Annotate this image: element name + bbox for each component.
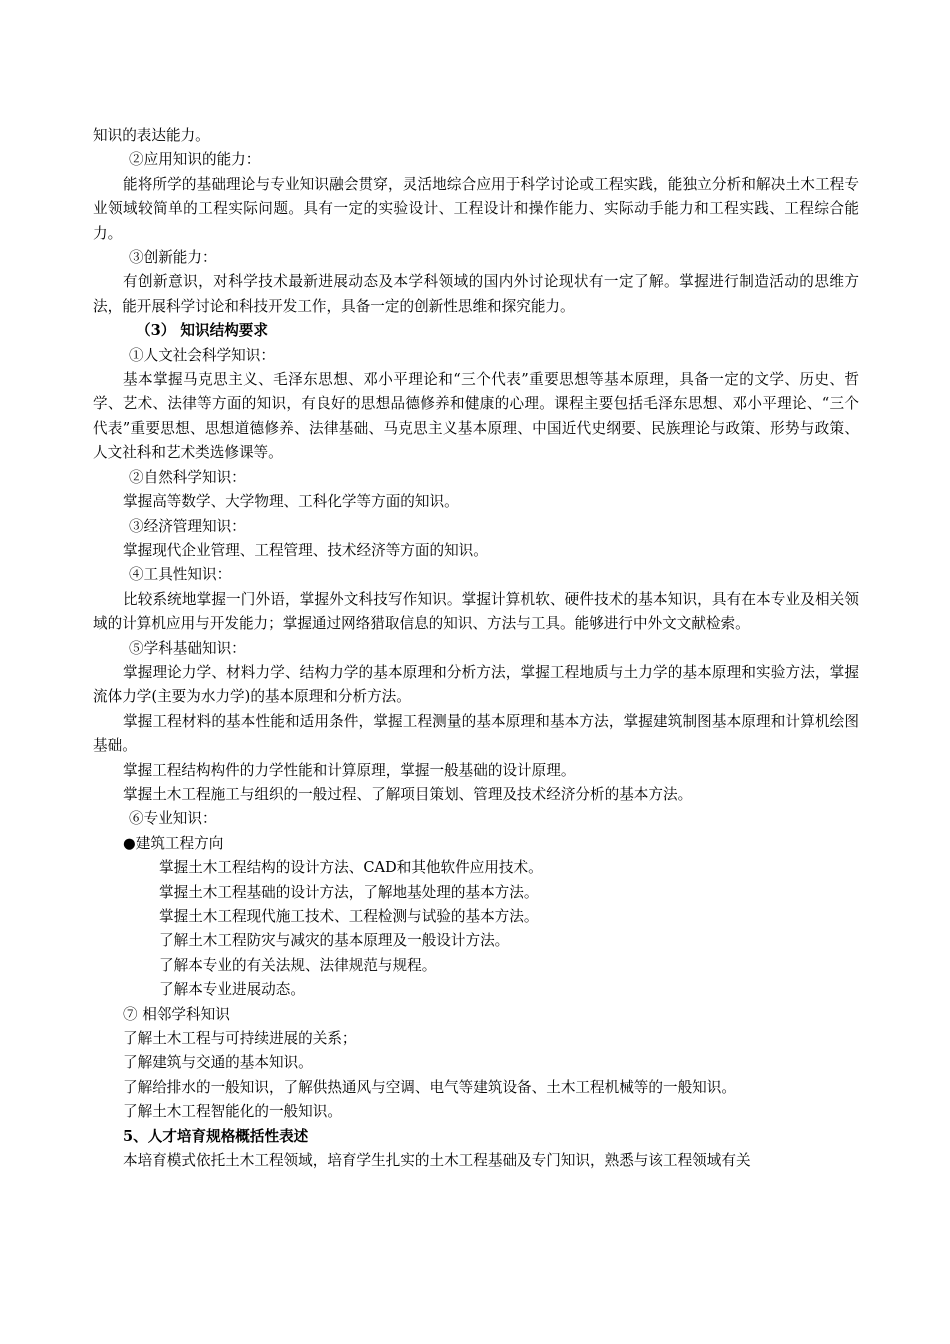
paragraph: 掌握高等数学、大学物理、工科化学等方面的知识。: [123, 493, 459, 511]
subheading-tool-knowledge: ④工具性知识：: [129, 566, 232, 584]
document-body: [93, 124, 859, 1173]
subheading-humanities: ①人文社会科学知识：: [129, 346, 275, 364]
paragraph: 基本掌握马克思主义、毛泽东思想、邓小平理论和“三个代表”重要思想等基本原理，具备一定的文学、历史、哲学、艺术、法律等方面的知识，有良好的思想品德修养和健康的心理。课程主要包括毛泽东思想、邓小平理论、“三个代表”重要思想、思想道德修养、法律基础、马克思主义基本原理、中国近代史纲要、民族理论与政策、形势与政策、人文社科和艺术类选修课等。: [93, 371, 859, 462]
subheading-innovation: ③创新能力：: [129, 249, 217, 267]
list-item: 掌握土木工程基础的设计方法，了解地基处理的基本方法。: [159, 883, 539, 901]
paragraph: 掌握现代企业管理、工程管理、技术经济等方面的知识。: [123, 541, 488, 559]
subheading-economic-management: ③经济管理知识：: [129, 517, 246, 535]
bullet-item-building-engineering: ●建筑工程方向: [123, 834, 224, 852]
list-item: 了解本专业进展动态。: [159, 981, 305, 999]
list-item: 了解给排水的一般知识，了解供热通风与空调、电气等建筑设备、土木工程机械等的一般知识。: [123, 1078, 736, 1096]
list-item: 了解土木工程智能化的一般知识。: [123, 1103, 342, 1121]
section-heading-talent-specification: 5、人才培育规格概括性表述: [123, 1127, 309, 1145]
paragraph: 比较系统地掌握一门外语，掌握外文科技写作知识。掌握计算机软、硬件技术的基本知识，具有在本专业及相关领域的计算机应用与开发能力；掌握通过网络猎取信息的知识、方法与工具。能够进行中外文文献检索。: [93, 590, 859, 633]
list-item: 了解土木工程防灾与减灾的基本原理及一般设计方法。: [159, 932, 510, 950]
paragraph: 有创新意识，对科学技术最新进展动态及本学科领域的国内外讨论现状有一定了解。掌握进行制造活动的思维方法，能开展科学讨论和科技开发工作，具备一定的创新性思维和探究能力。: [93, 273, 859, 315]
subheading-discipline-basics: ⑤学科基础知识：: [129, 639, 246, 657]
list-item: 掌握土木工程现代施工技术、工程检测与试验的基本方法。: [159, 908, 539, 925]
text-line: 知识的表达能力。: [93, 127, 210, 144]
paragraph: 掌握土木工程施工与组织的一般过程、了解项目策划、管理及技术经济分析的基本方法。: [123, 785, 693, 803]
list-item: 掌握土木工程结构的设计方法、CAD和其他软件应用技术。: [159, 859, 543, 877]
subheading-adjacent-disciplines: ⑦ 相邻学科知识: [123, 1005, 230, 1023]
list-item: 了解建筑与交通的基本知识。: [123, 1054, 313, 1072]
list-item: 了解本专业的有关法规、法律规范与规程。: [159, 956, 437, 974]
paragraph: 掌握工程材料的基本性能和适用条件，掌握工程测量的基本原理和基本方法，掌握建筑制图基本原理和计算机绘图基础。: [93, 712, 859, 755]
paragraph: 掌握理论力学、材料力学、结构力学的基本原理和分析方法，掌握工程地质与土力学的基本原理和实验方法，掌握流体力学(主要为水力学)的基本原理和分析方法。: [93, 663, 859, 706]
list-item: 了解土木工程与可持续进展的关系；: [123, 1030, 357, 1048]
subheading-professional-knowledge: ⑥专业知识：: [129, 810, 217, 828]
subheading-applied-knowledge: ②应用知识的能力：: [129, 151, 261, 169]
paragraph: 能将所学的基础理论与专业知识融会贯穿，灵活地综合应用于科学讨论或工程实践，能独立分析和解决土木工程专业领域较简单的工程实际问题。具有一定的实验设计、工程设计和操作能力、实际动手能力和工程实践、工程综合能力。: [93, 175, 859, 242]
paragraph: 掌握工程结构构件的力学性能和计算原理，掌握一般基础的设计原理。: [123, 761, 576, 779]
section-heading-knowledge-structure: （3） 知识结构要求: [136, 322, 268, 340]
subheading-natural-science: ②自然科学知识：: [129, 468, 246, 486]
paragraph: 本培育模式依托土木工程领域，培育学生扎实的土木工程基础及专门知识，熟悉与该工程领域有关: [123, 1152, 751, 1170]
